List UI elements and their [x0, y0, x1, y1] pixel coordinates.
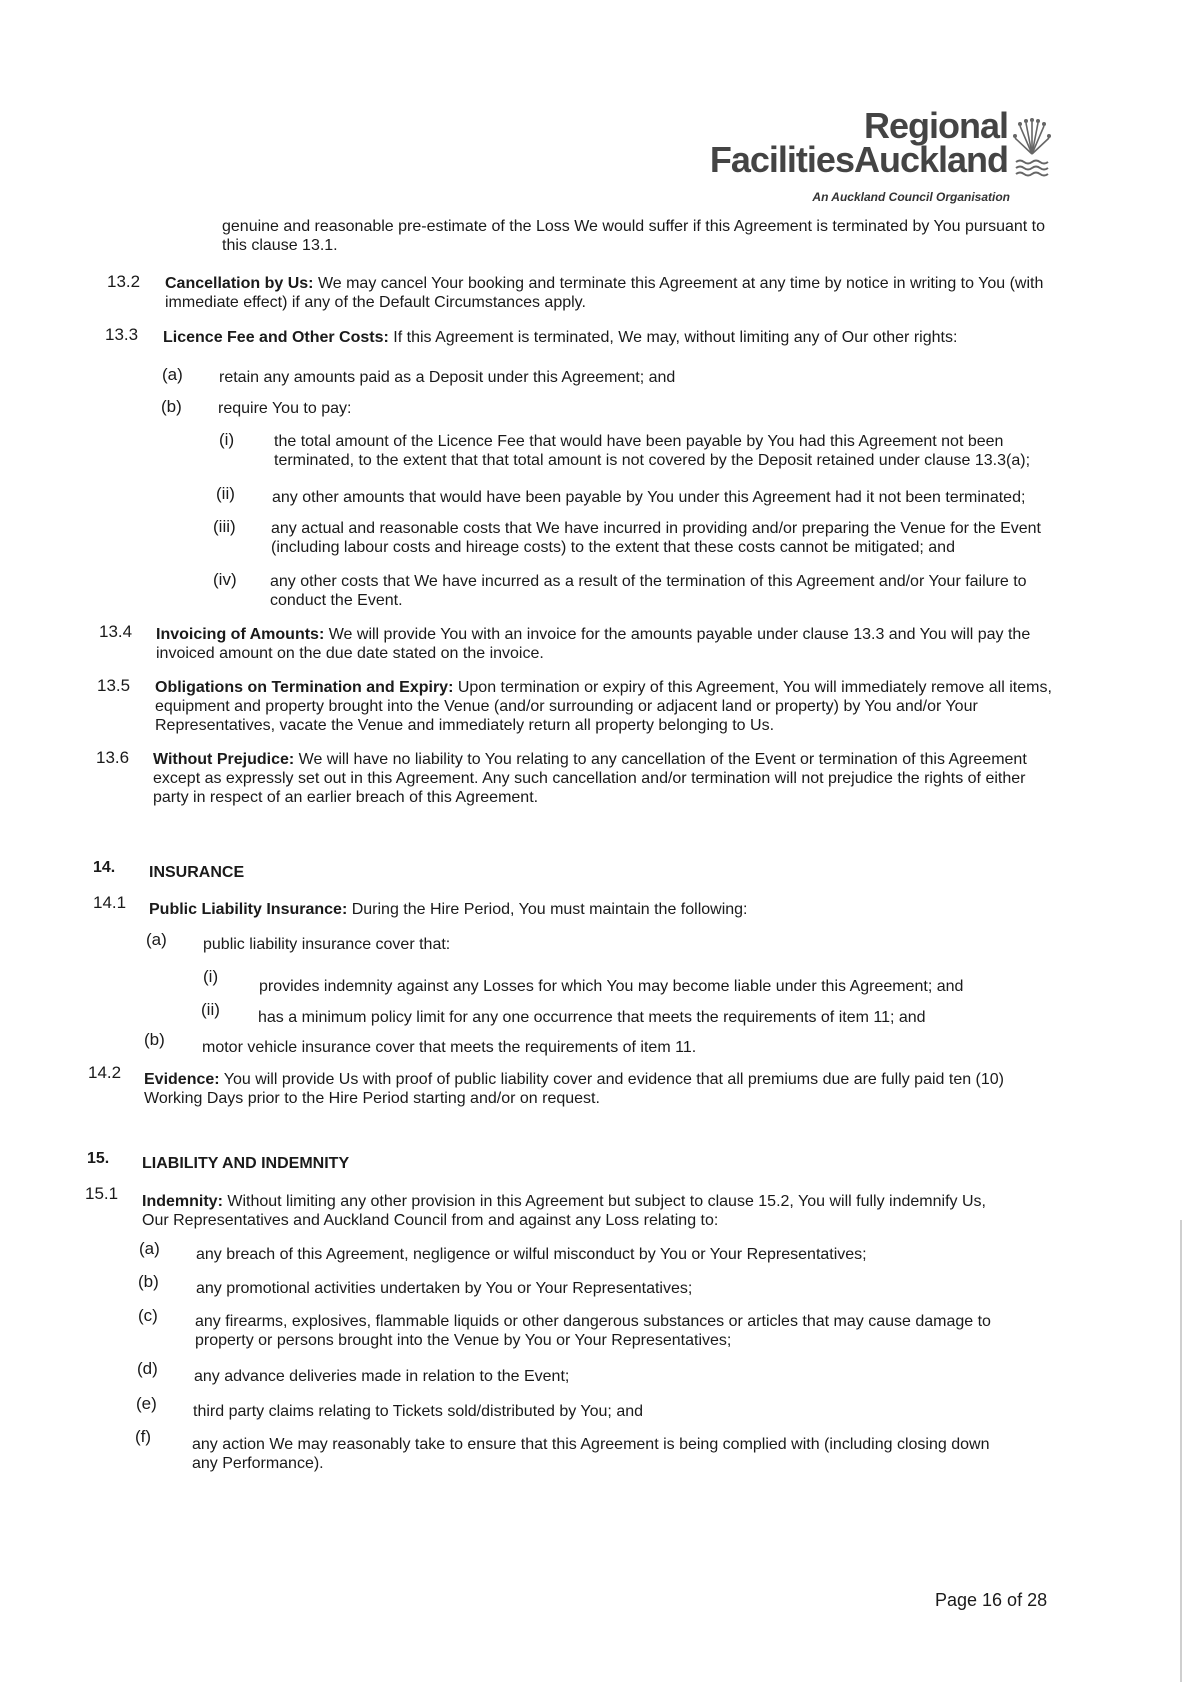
clause-14-2-text: You will provide Us with proof of public liability cover and evidence that all premiums due are fully paid ten (10) Working Days prior to the Hire Period starting and/or on request.: [144, 1071, 1005, 1107]
clause-number-14-2: 14.2: [88, 1063, 122, 1082]
item-14-1-b: motor vehicle insurance cover that meets the requirements of item 11.: [202, 1039, 697, 1056]
item-14-1-i-label: (i): [203, 967, 219, 986]
clause-number-15-1: 15.1: [85, 1184, 119, 1203]
clause-13-2-title: Cancellation by Us:: [165, 275, 314, 292]
clause-13-3-title: Licence Fee and Other Costs:: [163, 329, 389, 346]
item-15-1-d-label: (d): [137, 1359, 158, 1378]
clause-13-6: [153, 750, 1063, 807]
clause-number-13-5: 13.5: [97, 676, 131, 695]
item-13-3-a: retain any amounts paid as a Deposit under this Agreement; and: [219, 369, 676, 386]
item-13-3-ii-label: (ii): [216, 484, 235, 503]
item-13-3-b: require You to pay:: [218, 400, 352, 417]
logo-line1: Regional: [863, 105, 1008, 146]
section-number-15: 15.: [87, 1150, 110, 1167]
clause-15-1-text: Without limiting any other provision in this Agreement but subject to clause 15.2, You will fully indemnify Us, Our Representatives and Auckland Council from and against any Loss relating to:: [142, 1193, 986, 1229]
section-title-insurance: INSURANCE: [149, 864, 245, 881]
clause-13-6-title: Without Prejudice:: [153, 751, 295, 768]
item-15-1-e-label: (e): [136, 1394, 157, 1413]
item-15-1-c: any firearms, explosives, flammable liquids or other dangerous substances or articles that may cause damage to property or persons brought into the Venue by You or Your Representatives;: [195, 1313, 991, 1349]
clause-15-1: [142, 1192, 1002, 1230]
clause-14-1: [149, 900, 1049, 919]
clause-15-1-title: Indemnity:: [142, 1193, 223, 1210]
regional-facilities-auckland-logo: [709, 105, 1060, 204]
item-13-3-a-label: (a): [162, 365, 183, 384]
clause-number-13-3: 13.3: [105, 325, 139, 344]
clause-13-3-text: If this Agreement is terminated, We may, without limiting any of Our other rights:: [393, 329, 958, 346]
page-edge-shadow: [1180, 1220, 1182, 1682]
pohutukawa-flower-icon: [1012, 114, 1052, 180]
clause-number-13-6: 13.6: [96, 748, 130, 767]
item-13-3-iv-label: (iv): [213, 570, 237, 589]
item-15-1-d: any advance deliveries made in relation to the Event;: [194, 1368, 570, 1385]
item-13-3-iii: any actual and reasonable costs that We have incurred in providing and/or preparing the Venue for the Event (including labour costs and hireage costs) to the extent that these costs cannot be mitigated; and: [271, 520, 1041, 556]
item-13-3-ii: any other amounts that would have been payable by You under this Agreement had it not been terminated;: [272, 489, 1026, 506]
clause-number-14-1: 14.1: [93, 893, 127, 912]
item-13-3-i-label: (i): [219, 430, 235, 449]
clause-13-4-text: We will provide You with an invoice for the amounts payable under clause 13.3 and You will pay the invoiced amount on the due date stated on the invoice.: [156, 626, 1031, 662]
item-14-1-a-label: (a): [146, 930, 167, 949]
clause-14-2: [144, 1070, 1062, 1108]
clause-14-1-title: Public Liability Insurance:: [149, 901, 348, 918]
item-14-1-i: provides indemnity against any Losses for which You may become liable under this Agreement; and: [259, 978, 964, 995]
logo-line2: FacilitiesAuckland: [709, 139, 1008, 180]
clause-13-2: [165, 274, 1065, 312]
item-13-3-i: the total amount of the Licence Fee that would have been payable by You had this Agreement not been terminated, to the extent that that total amount is not covered by the Deposit retained under clause 13.3(a);: [274, 433, 1031, 469]
intro-paragraph: genuine and reasonable pre-estimate of the Loss We would suffer if this Agreement is terminated by You pursuant to this clause 13.1.: [222, 218, 1046, 254]
clause-13-5-title: Obligations on Termination and Expiry:: [155, 679, 454, 696]
section-title-liability-and-indemnity: LIABILITY AND INDEMNITY: [142, 1155, 350, 1172]
section-number-14: 14.: [93, 859, 116, 876]
clause-14-1-text: During the Hire Period, You must maintain the following:: [351, 901, 748, 918]
clause-14-2-title: Evidence:: [144, 1071, 220, 1088]
clause-13-5-text: Upon termination or expiry of this Agreement, You will immediately remove all items, equipment and property brought into the Venue (and/or surrounding or adjacent land or property) by You and/or Your Representatives, vacate the Venue and immediately return all property belonging to Us.: [155, 679, 1052, 734]
item-14-1-a: public liability insurance cover that:: [203, 936, 451, 953]
item-13-3-iv: any other costs that We have incurred as a result of the termination of this Agreement and/or Your failure to conduct the Event.: [270, 573, 1027, 609]
clause-13-5: [155, 678, 1063, 735]
clause-13-2-text: We may cancel Your booking and terminate this Agreement at any time by notice in writing to You (with immediate effect) if any of the Default Circumstances apply.: [165, 275, 1044, 311]
item-15-1-e: third party claims relating to Tickets sold/distributed by You; and: [193, 1403, 644, 1420]
page-number: Page 16 of 28: [935, 1590, 1048, 1610]
clause-13-3: [163, 328, 1063, 347]
clause-13-4: [156, 625, 1062, 663]
clause-13-4-title: Invoicing of Amounts:: [156, 626, 325, 643]
item-15-1-c-label: (c): [138, 1306, 158, 1325]
item-14-1-b-label: (b): [144, 1030, 165, 1049]
item-14-1-ii-label: (ii): [201, 1000, 220, 1019]
item-15-1-b-label: (b): [138, 1272, 159, 1291]
item-15-1-b: any promotional activities undertaken by You or Your Representatives;: [196, 1280, 693, 1297]
item-15-1-f: any action We may reasonably take to ensure that this Agreement is being complied with (including closing down any Performance).: [192, 1436, 990, 1472]
item-15-1-a: any breach of this Agreement, negligence or wilful misconduct by You or Your Representatives;: [196, 1246, 867, 1263]
item-13-3-iii-label: (iii): [213, 517, 236, 536]
item-15-1-a-label: (a): [139, 1239, 160, 1258]
logo-subtitle: An Auckland Council Organisation: [812, 190, 1010, 204]
clause-number-13-2: 13.2: [107, 272, 141, 291]
item-13-3-b-label: (b): [161, 397, 182, 416]
clause-13-6-text: We will have no liability to You relating to any cancellation of the Event or termination of this Agreement except as expressly set out in this Agreement. Any such cancellation and/or termination will not prejudice the rights of either party in respect of an earlier breach of this Agreement.: [153, 751, 1027, 806]
item-14-1-ii: has a minimum policy limit for any one occurrence that meets the requirements of item 11; and: [258, 1009, 926, 1026]
item-15-1-f-label: (f): [135, 1427, 152, 1446]
clause-number-13-4: 13.4: [99, 622, 133, 641]
